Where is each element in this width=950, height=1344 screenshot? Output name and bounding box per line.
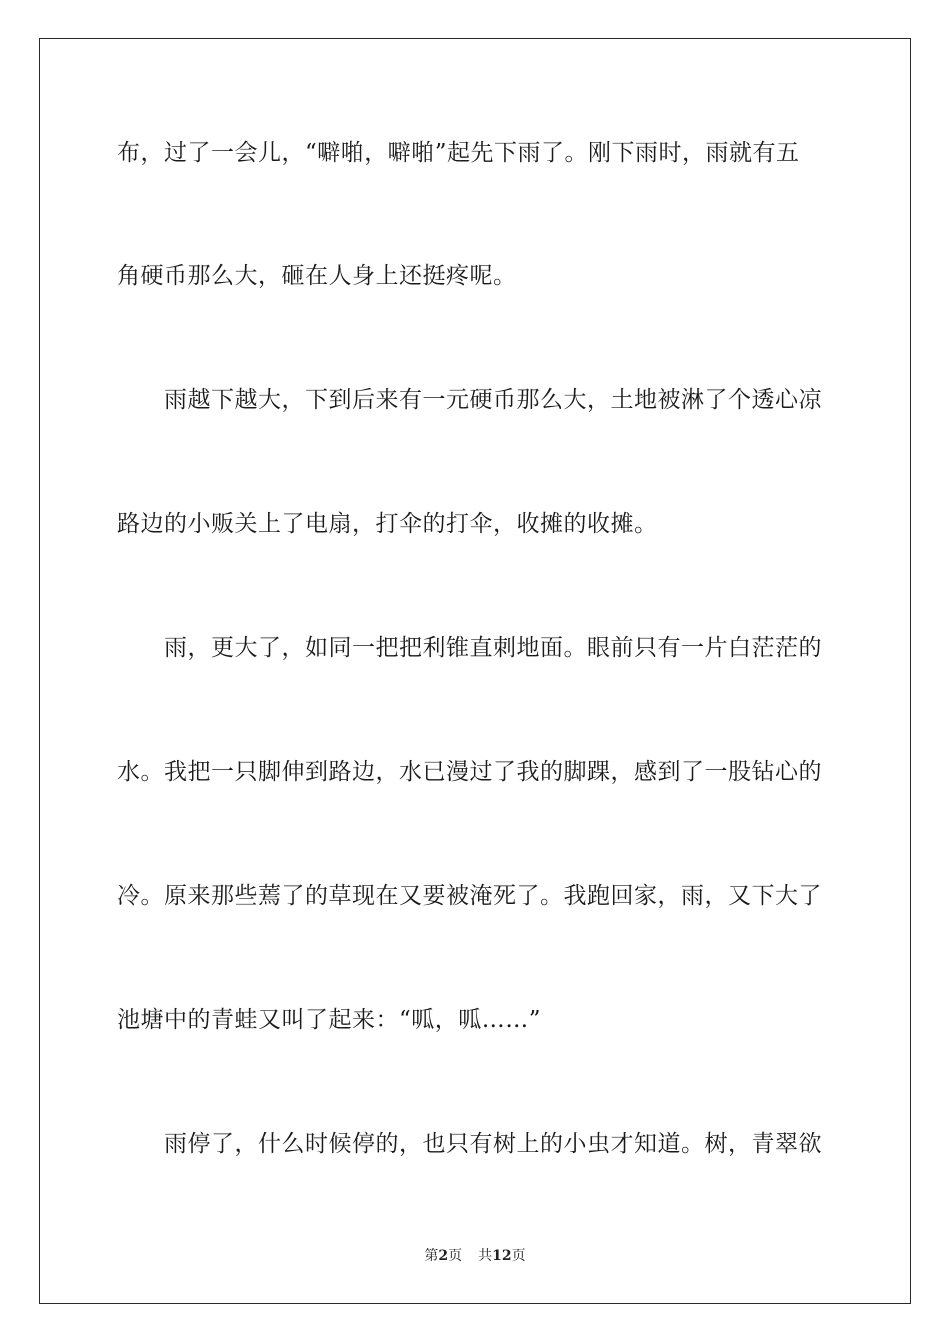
total-suffix: 页 (511, 1248, 526, 1264)
text-line: 冷。原来那些蔫了的草现在又要被淹死了。我跑回家，雨，又下大了 (117, 883, 822, 909)
total-prefix: 共 (478, 1248, 493, 1264)
paragraph-start-line: 雨停了，什么时候停的，也只有树上的小虫才知道。树，青翠欲 (164, 1131, 822, 1157)
paragraph-start-line: 雨，更大了，如同一把把利锥直刺地面。眼前只有一片白茫茫的 (164, 635, 822, 661)
text-line: 池塘中的青蛙又叫了起来：“呱，呱……” (117, 1007, 542, 1033)
page-footer (0, 1247, 950, 1265)
paragraph-start-line: 雨越下越大，下到后来有一元硬币那么大，土地被淋了个透心凉 (164, 387, 822, 413)
page-suffix: 页 (448, 1248, 463, 1264)
text-line: 水。我把一只脚伸到路边，水已漫过了我的脚踝，感到了一股钻心的 (117, 759, 822, 785)
page-border (39, 38, 911, 1304)
text-line: 路边的小贩关上了电扇，打伞的打伞，收摊的收摊。 (117, 511, 658, 537)
text-line: 布，过了一会儿，“噼啪，噼啪”起先下雨了。刚下雨时，雨就有五 (117, 140, 800, 166)
text-line: 角硬币那么大，砸在人身上还挺疼呢。 (117, 263, 517, 289)
total-pages: 12 (492, 1248, 512, 1264)
page-prefix: 第 (424, 1248, 439, 1264)
page-number: 2 (438, 1248, 449, 1264)
